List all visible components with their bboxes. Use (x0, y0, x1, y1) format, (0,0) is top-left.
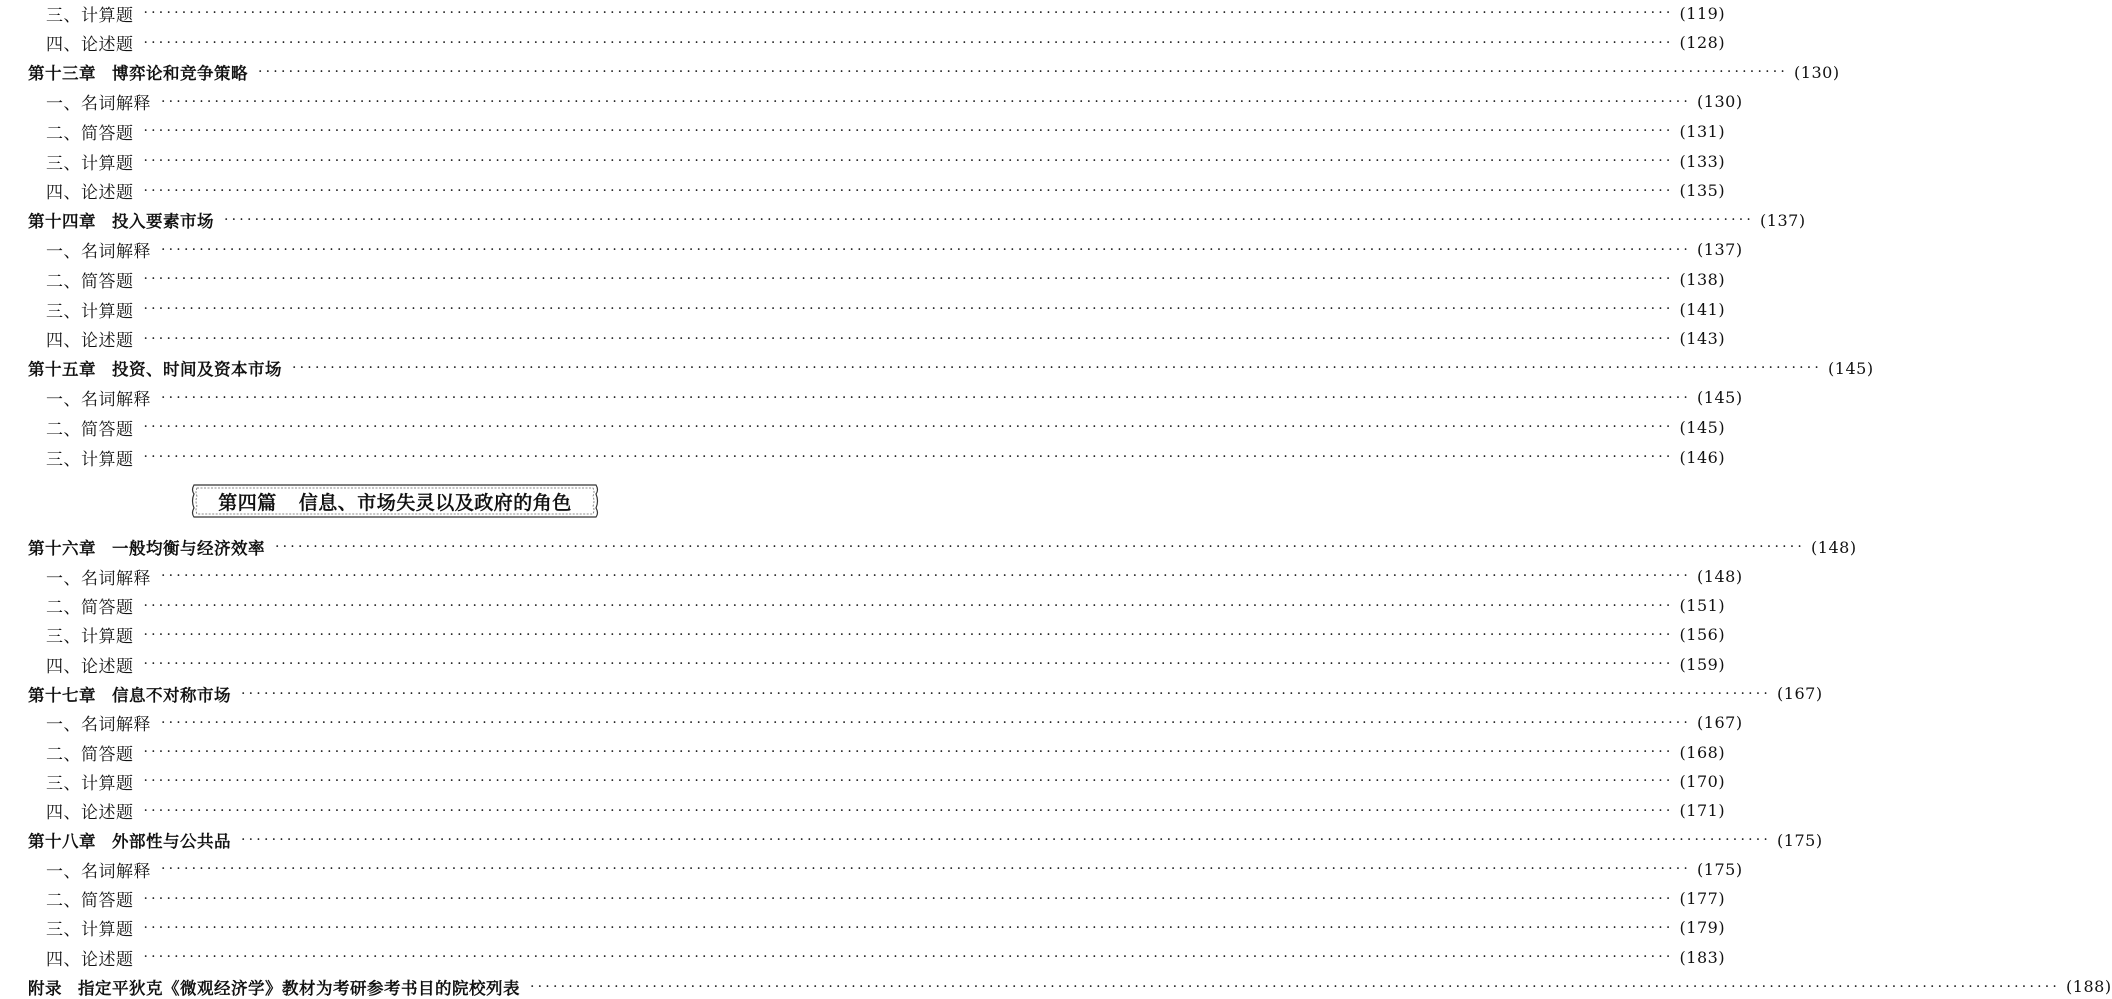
chapter-heading (28, 535, 275, 559)
page-number: (138) (1679, 269, 1726, 289)
chapter-heading (28, 60, 258, 84)
dot-leader: ········································································································································································································ (161, 241, 1692, 258)
dot-leader: ········································································································································································································ (143, 301, 1674, 317)
page-number: (137) (1697, 240, 1743, 260)
page-number: (177) (1679, 889, 1726, 909)
page-number: (179) (1679, 918, 1726, 938)
subsection-label: 一、名词解释 (46, 94, 151, 115)
subsection-label: 一、名词解释 (46, 242, 151, 263)
dot-leader: ········································································································································································································ (161, 714, 1692, 731)
subsection-label: 二、简答题 (46, 598, 134, 619)
dot-leader: ········································································································································································································ (161, 861, 1692, 878)
chapter-number: 第十八章 (28, 832, 96, 851)
dot-leader: ········································································································································································································ (143, 597, 1674, 614)
subsection-label: 一、名词解释 (46, 568, 151, 589)
toc-chapter-entry (28, 535, 1857, 559)
dot-leader: ········································································································································································································ (143, 773, 1674, 790)
subsection-label: 三、计算题 (46, 627, 134, 648)
subsection-label: 一、名词解释 (46, 861, 151, 882)
subsection-label: 四、论述题 (46, 183, 134, 204)
chapter-title: 博弈论和竞争策略 (112, 64, 248, 84)
toc-subsection-entry (46, 327, 1726, 352)
dot-leader: ········································································································································································································ (143, 123, 1674, 140)
page-number: (183) (1679, 947, 1726, 967)
page-number: (130) (1697, 92, 1743, 112)
toc-subsection-entry (46, 887, 1726, 912)
page-number: (133) (1679, 151, 1726, 171)
subsection-label: 三、计算题 (46, 920, 134, 941)
toc-subsection-entry (46, 119, 1726, 144)
subsection-label: 二、简答题 (46, 419, 134, 440)
toc-subsection-entry (46, 1, 1726, 26)
page-number: (130) (1794, 62, 1840, 82)
chapter-title: 信息不对称市场 (112, 685, 231, 705)
chapter-number: 第十五章 (28, 360, 96, 380)
page-number: (170) (1679, 771, 1726, 791)
dot-leader: ········································································································································································································ (161, 93, 1692, 110)
toc-subsection-entry (46, 945, 1726, 970)
dot-leader: ········································································································································································································ (143, 182, 1674, 199)
dot-leader: ········································································································································································································ (224, 212, 1755, 229)
subsection-label: 二、简答题 (46, 271, 134, 292)
page-number: (137) (1760, 210, 1806, 230)
chapter-number: 第十六章 (28, 539, 96, 558)
page-number: (151) (1679, 596, 1726, 616)
toc-chapter-entry (28, 682, 1823, 706)
chapter-heading (28, 975, 530, 999)
dot-leader: ········································································································································································································ (161, 389, 1692, 406)
chapter-title: 外部性与公共品 (112, 832, 231, 851)
dot-leader: ········································································································································································································ (143, 271, 1674, 288)
chapter-title: 投入要素市场 (112, 212, 214, 232)
page-number: (141) (1679, 299, 1726, 319)
page-number: (148) (1697, 566, 1743, 586)
page-number: (171) (1679, 801, 1726, 821)
dot-leader: ········································································································································································································ (143, 330, 1674, 347)
dot-leader: ········································································································································································································ (258, 64, 1789, 81)
dot-leader: ········································································································································································································ (143, 34, 1674, 51)
toc-subsection-entry (46, 564, 1743, 589)
dot-leader: ········································································································································································································ (143, 626, 1674, 643)
toc-chapter-entry (28, 828, 1823, 852)
page-number: (175) (1777, 830, 1823, 850)
dot-leader: ········································································································································································································ (241, 685, 1772, 702)
dot-leader: ········································································································································································································ (143, 890, 1674, 907)
dot-leader: ········································································································································································································ (143, 949, 1674, 966)
page-number: (175) (1697, 859, 1743, 879)
chapter-number: 第十四章 (28, 212, 96, 232)
chapter-number: 第十七章 (28, 685, 96, 705)
chapter-title: 投资、时间及资本市场 (112, 360, 282, 380)
subsection-label: 二、简答题 (46, 744, 134, 765)
dot-leader: ········································································································································································································ (143, 656, 1674, 673)
chapter-heading (28, 208, 224, 232)
toc-chapter-entry (28, 356, 1874, 380)
toc-subsection-entry (46, 90, 1743, 115)
toc-subsection-entry (46, 415, 1726, 440)
toc-subsection-entry (46, 149, 1726, 174)
toc-chapter-entry (28, 975, 2112, 999)
toc-subsection-entry (46, 769, 1726, 794)
page-number: (145) (1828, 358, 1874, 378)
page-number: (131) (1679, 121, 1726, 141)
dot-leader: ········································································································································································································ (143, 919, 1674, 936)
page-number: (167) (1697, 713, 1743, 733)
toc-chapter-entry (28, 60, 1840, 84)
page-number: (156) (1679, 625, 1726, 645)
toc-subsection-entry (46, 711, 1743, 736)
dot-leader: ········································································································································································································ (143, 419, 1674, 436)
subsection-label: 四、论述题 (46, 949, 134, 970)
subsection-label: 三、计算题 (46, 5, 134, 26)
subsection-label: 三、计算题 (46, 153, 134, 174)
subsection-label: 二、简答题 (46, 891, 134, 912)
dot-leader: ········································································································································································································ (143, 5, 1674, 21)
page-number: (143) (1679, 329, 1726, 349)
part-banner (188, 482, 602, 520)
subsection-label: 一、名词解释 (46, 715, 151, 736)
toc-subsection-entry (46, 297, 1726, 322)
toc-chapter-entry (28, 208, 1806, 232)
subsection-label: 二、简答题 (46, 123, 134, 144)
chapter-title: 指定平狄克《微观经济学》教材为考研参考书目的院校列表 (78, 978, 520, 998)
page-number: (145) (1679, 417, 1726, 437)
subsection-label: 四、论述题 (46, 35, 134, 56)
toc-subsection-entry (46, 31, 1726, 56)
chapter-heading (28, 828, 241, 852)
dot-leader: ········································································································································································································ (143, 449, 1674, 465)
page-number: (128) (1679, 33, 1726, 53)
dot-leader: ········································································································································································································ (292, 360, 1823, 377)
chapter-heading (28, 682, 241, 706)
part-number: 第四篇 (218, 491, 277, 514)
subsection-label: 三、计算题 (46, 449, 134, 470)
page-number: (188) (2066, 977, 2112, 996)
toc-subsection-entry (46, 857, 1743, 882)
page-number: (146) (1679, 447, 1726, 467)
chapter-number: 附录 (28, 978, 62, 998)
toc-subsection-entry (46, 623, 1726, 648)
chapter-title: 一般均衡与经济效率 (112, 539, 265, 558)
chapter-heading (28, 356, 292, 380)
dot-leader: ········································································································································································································ (143, 802, 1674, 819)
toc-subsection-entry (46, 179, 1726, 204)
toc-subsection-entry (46, 445, 1726, 470)
toc-subsection-entry (46, 740, 1726, 765)
chapter-number: 第十三章 (28, 64, 96, 84)
toc-subsection-entry (46, 652, 1726, 677)
page-number: (167) (1777, 684, 1823, 703)
subsection-label: 三、计算题 (46, 773, 134, 794)
toc-subsection-entry (46, 267, 1726, 292)
dot-leader: ········································································································································································································ (530, 978, 2061, 995)
dot-leader: ········································································································································································································ (143, 153, 1674, 169)
toc-subsection-entry (46, 238, 1743, 263)
subsection-label: 一、名词解释 (46, 390, 151, 411)
part-heading (188, 482, 602, 520)
subsection-label: 四、论述题 (46, 656, 134, 677)
page-number: (135) (1679, 181, 1726, 201)
subsection-label: 四、论述题 (46, 803, 134, 824)
toc-subsection-entry (46, 386, 1743, 411)
dot-leader: ········································································································································································································ (241, 832, 1772, 848)
dot-leader: ········································································································································································································ (143, 744, 1674, 761)
part-title: 信息、市场失灵以及政府的角色 (298, 491, 572, 514)
page-number: (145) (1697, 388, 1743, 408)
toc-subsection-entry (46, 594, 1726, 619)
toc-subsection-entry (46, 799, 1726, 824)
page-number: (159) (1679, 654, 1726, 674)
page-number: (148) (1811, 537, 1857, 557)
page-number: (168) (1679, 742, 1726, 762)
subsection-label: 三、计算题 (46, 301, 134, 322)
dot-leader: ········································································································································································································ (161, 568, 1692, 585)
subsection-label: 四、论述题 (46, 331, 134, 352)
dot-leader: ········································································································································································································ (275, 539, 1806, 555)
page-number: (119) (1679, 3, 1726, 23)
toc-subsection-entry (46, 916, 1726, 941)
